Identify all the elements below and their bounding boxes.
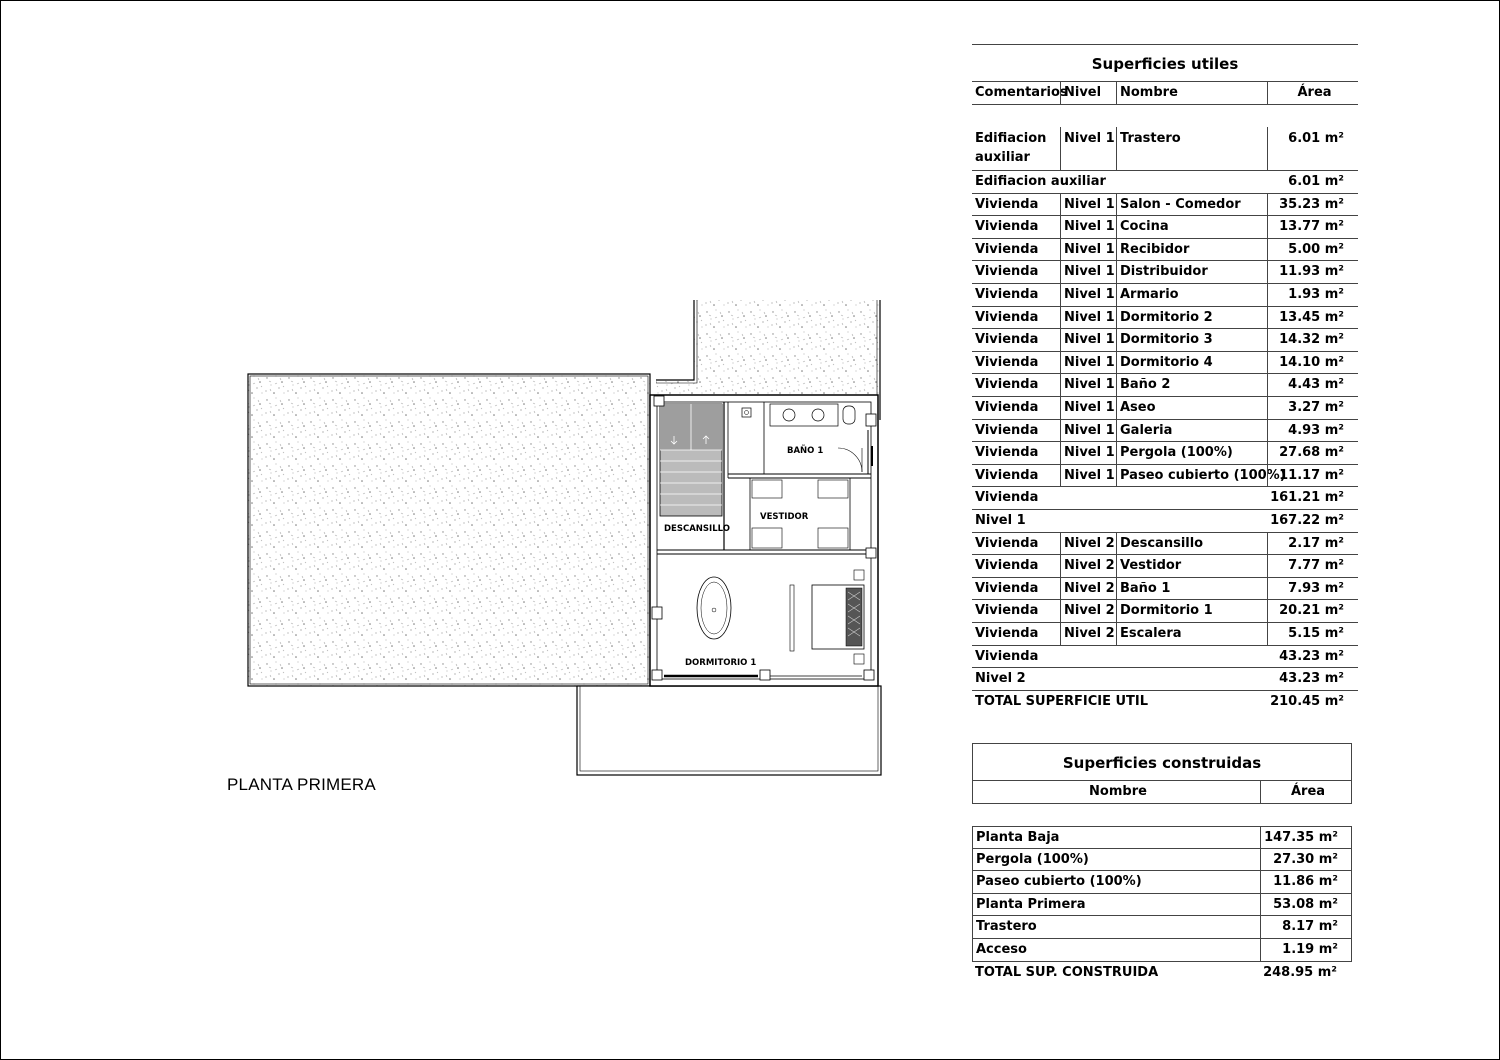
cell-area: 14.10 m² <box>1267 352 1358 374</box>
cell-area: 27.68 m² <box>1267 442 1358 464</box>
cell-nombre: Pergola (100%) <box>976 851 1089 867</box>
cell-nombre: Salon - Comedor <box>1116 194 1267 216</box>
cell-nivel: Nivel 1 <box>1060 374 1116 396</box>
cell-nombre: Planta Primera <box>976 896 1086 912</box>
table-row <box>972 261 1358 284</box>
cell-nivel: Nivel 1 <box>1060 397 1116 419</box>
cell-comentarios: Vivienda <box>975 196 1039 212</box>
subtotal-row <box>972 646 1358 669</box>
cell-area: 8.17 m² <box>1260 916 1352 938</box>
cell-comentarios: Vivienda <box>975 219 1039 235</box>
cell-comentarios: Vivienda <box>975 580 1039 596</box>
cell-area: 4.93 m² <box>1267 420 1358 442</box>
cell-nombre: Paseo cubierto (100%) <box>976 874 1142 890</box>
cell-area: 147.35 m² <box>1260 827 1352 848</box>
table-row <box>972 871 1352 894</box>
utiles-title: Superficies utiles <box>972 44 1358 82</box>
cell-nivel: Nivel 2 <box>1060 623 1116 645</box>
subtotal-area: 6.01 m² <box>1288 174 1344 189</box>
cell-nombre: Planta Baja <box>976 830 1060 845</box>
cell-nombre: Trastero <box>1116 127 1267 170</box>
total-area: 210.45 m² <box>1270 693 1344 709</box>
cell-area: 7.93 m² <box>1267 578 1358 600</box>
cell-area: 4.43 m² <box>1267 374 1358 396</box>
construidas-header-row <box>972 781 1352 804</box>
cell-nivel: Nivel 1 <box>1060 127 1116 170</box>
cell-area: 11.86 m² <box>1260 871 1352 893</box>
cell-comentarios: Edifiacion auxiliar <box>975 131 1047 165</box>
cell-nombre: Paseo cubierto (100%) <box>1116 465 1267 487</box>
cell-comentarios: Vivienda <box>975 332 1039 348</box>
subtotal-row <box>972 487 1358 510</box>
cell-area: 1.93 m² <box>1267 284 1358 306</box>
cell-nivel: Nivel 1 <box>1060 352 1116 374</box>
cell-nombre: Acceso <box>976 942 1027 957</box>
cell-nombre: Aseo <box>1116 397 1267 419</box>
table-row <box>972 578 1358 601</box>
subtotal-area: 43.23 m² <box>1279 648 1344 664</box>
cell-area: 27.30 m² <box>1260 849 1352 871</box>
table-row <box>972 916 1352 939</box>
table-row <box>972 894 1352 917</box>
table-row <box>972 849 1352 872</box>
header-area: Área <box>1267 82 1358 104</box>
cell-nombre: Galeria <box>1116 420 1267 442</box>
table-row <box>972 420 1358 443</box>
terrace-left <box>248 374 650 686</box>
room-label-dormitorio: DORMITORIO 1 <box>685 658 757 668</box>
table-row <box>972 623 1358 646</box>
cell-nivel: Nivel 1 <box>1060 216 1116 238</box>
cell-area: 5.15 m² <box>1267 623 1358 645</box>
table-row <box>972 442 1358 465</box>
cell-nivel: Nivel 2 <box>1060 533 1116 555</box>
cell-area: 7.77 m² <box>1267 555 1358 577</box>
cell-nombre: Dormitorio 4 <box>1116 352 1267 374</box>
cell-nivel: Nivel 1 <box>1060 307 1116 329</box>
subtotal-label: Nivel 1 <box>975 513 1026 528</box>
cell-area: 11.93 m² <box>1267 261 1358 283</box>
cell-nombre: Descansillo <box>1116 533 1267 555</box>
table-row <box>972 352 1358 375</box>
table-row <box>972 216 1358 239</box>
cell-comentarios: Vivienda <box>975 377 1039 393</box>
table-row <box>972 600 1358 623</box>
table-row <box>972 939 1352 962</box>
total-row <box>972 691 1358 714</box>
header-area-c: Área <box>1260 781 1352 803</box>
cell-nivel: Nivel 2 <box>1060 555 1116 577</box>
cell-nombre: Baño 2 <box>1116 374 1267 396</box>
cell-nombre: Dormitorio 2 <box>1116 307 1267 329</box>
cell-area: 13.45 m² <box>1267 307 1358 329</box>
room-label-vestidor: VESTIDOR <box>760 512 809 522</box>
table-row <box>972 307 1358 330</box>
cell-nivel: Nivel 1 <box>1060 442 1116 464</box>
cell-area: 35.23 m² <box>1267 194 1358 216</box>
total-label: TOTAL SUP. CONSTRUIDA <box>975 964 1159 980</box>
cell-area: 11.17 m² <box>1267 465 1358 487</box>
subtotal-area: 161.21 m² <box>1270 490 1344 506</box>
cell-comentarios: Vivienda <box>975 354 1039 370</box>
cell-area: 13.77 m² <box>1267 216 1358 238</box>
cell-comentarios: Vivienda <box>975 287 1039 302</box>
cell-nivel: Nivel 1 <box>1060 420 1116 442</box>
table-row <box>972 533 1358 556</box>
cell-area: 3.27 m² <box>1267 397 1358 419</box>
table-row <box>972 329 1358 352</box>
table-row <box>972 397 1358 420</box>
room-label-bano: BAÑO 1 <box>787 446 824 456</box>
cell-area: 14.32 m² <box>1267 329 1358 351</box>
cell-comentarios: Vivienda <box>975 467 1039 483</box>
cell-area: 53.08 m² <box>1260 894 1352 916</box>
header-nivel: Nivel <box>1060 82 1116 104</box>
cell-area: 20.21 m² <box>1267 600 1358 622</box>
cell-comentarios: Vivienda <box>975 445 1039 461</box>
lower-porch <box>577 686 881 775</box>
subtotal-label: Nivel 2 <box>975 671 1026 687</box>
cell-nombre: Escalera <box>1116 623 1267 645</box>
cell-nombre: Cocina <box>1116 216 1267 238</box>
cell-nombre: Vestidor <box>1116 555 1267 577</box>
cell-area: 5.00 m² <box>1267 239 1358 261</box>
cell-nivel: Nivel 1 <box>1060 261 1116 283</box>
utiles-header-row <box>972 82 1358 105</box>
cell-nivel: Nivel 2 <box>1060 578 1116 600</box>
subtotal-label: Edifiacion auxiliar <box>975 174 1106 189</box>
cell-nombre: Pergola (100%) <box>1116 442 1267 464</box>
cell-area: 6.01 m² <box>1267 127 1358 170</box>
subtotal-row <box>972 510 1358 533</box>
cell-comentarios: Vivienda <box>975 264 1039 280</box>
cell-area: 2.17 m² <box>1267 533 1358 555</box>
table-row <box>972 284 1358 307</box>
cell-nombre: Distribuidor <box>1116 261 1267 283</box>
cell-comentarios: Vivienda <box>975 626 1039 641</box>
construidas-title: Superficies construidas <box>972 743 1352 781</box>
cell-nombre: Dormitorio 3 <box>1116 329 1267 351</box>
table-row <box>972 239 1358 262</box>
cell-comentarios: Vivienda <box>975 558 1039 574</box>
subtotal-area: 43.23 m² <box>1279 671 1344 687</box>
cell-area: 1.19 m² <box>1260 939 1352 961</box>
table-row <box>972 465 1358 488</box>
cell-nombre: Armario <box>1116 284 1267 306</box>
cell-nombre: Trastero <box>976 919 1037 935</box>
cell-comentarios: Vivienda <box>975 535 1039 551</box>
table-row <box>972 826 1352 849</box>
subtotal-row <box>972 171 1358 194</box>
cell-comentarios: Vivienda <box>975 241 1039 257</box>
header-nombre-c: Nombre <box>1089 784 1147 799</box>
room-label-descansillo: DESCANSILLO <box>664 524 730 534</box>
total-label: TOTAL SUPERFICIE UTIL <box>975 693 1149 709</box>
table-row <box>972 127 1358 171</box>
subtotal-label: Vivienda <box>975 648 1039 664</box>
header-comentarios: Comentarios <box>975 85 1068 100</box>
cell-comentarios: Vivienda <box>975 422 1039 438</box>
total-area: 248.95 m² <box>1263 964 1337 980</box>
cell-nombre: Dormitorio 1 <box>1116 600 1267 622</box>
cell-nombre: Baño 1 <box>1116 578 1267 600</box>
plan-title: PLANTA PRIMERA <box>227 775 376 794</box>
cell-nivel: Nivel 1 <box>1060 194 1116 216</box>
cell-comentarios: Vivienda <box>975 400 1039 415</box>
cell-nivel: Nivel 1 <box>1060 239 1116 261</box>
table-row <box>972 194 1358 217</box>
staircase <box>660 404 722 516</box>
subtotal-row <box>972 668 1358 691</box>
table-row <box>972 374 1358 397</box>
cell-nivel: Nivel 1 <box>1060 329 1116 351</box>
cell-comentarios: Vivienda <box>975 309 1039 325</box>
cell-comentarios: Vivienda <box>975 603 1039 619</box>
total-row <box>972 962 1352 985</box>
subtotal-area: 167.22 m² <box>1270 513 1344 528</box>
table-row <box>972 555 1358 578</box>
cell-nivel: Nivel 1 <box>1060 465 1116 487</box>
cell-nombre: Recibidor <box>1116 239 1267 261</box>
cell-nivel: Nivel 1 <box>1060 284 1116 306</box>
header-nombre: Nombre <box>1116 82 1267 104</box>
subtotal-label: Vivienda <box>975 490 1039 506</box>
cell-nivel: Nivel 2 <box>1060 600 1116 622</box>
